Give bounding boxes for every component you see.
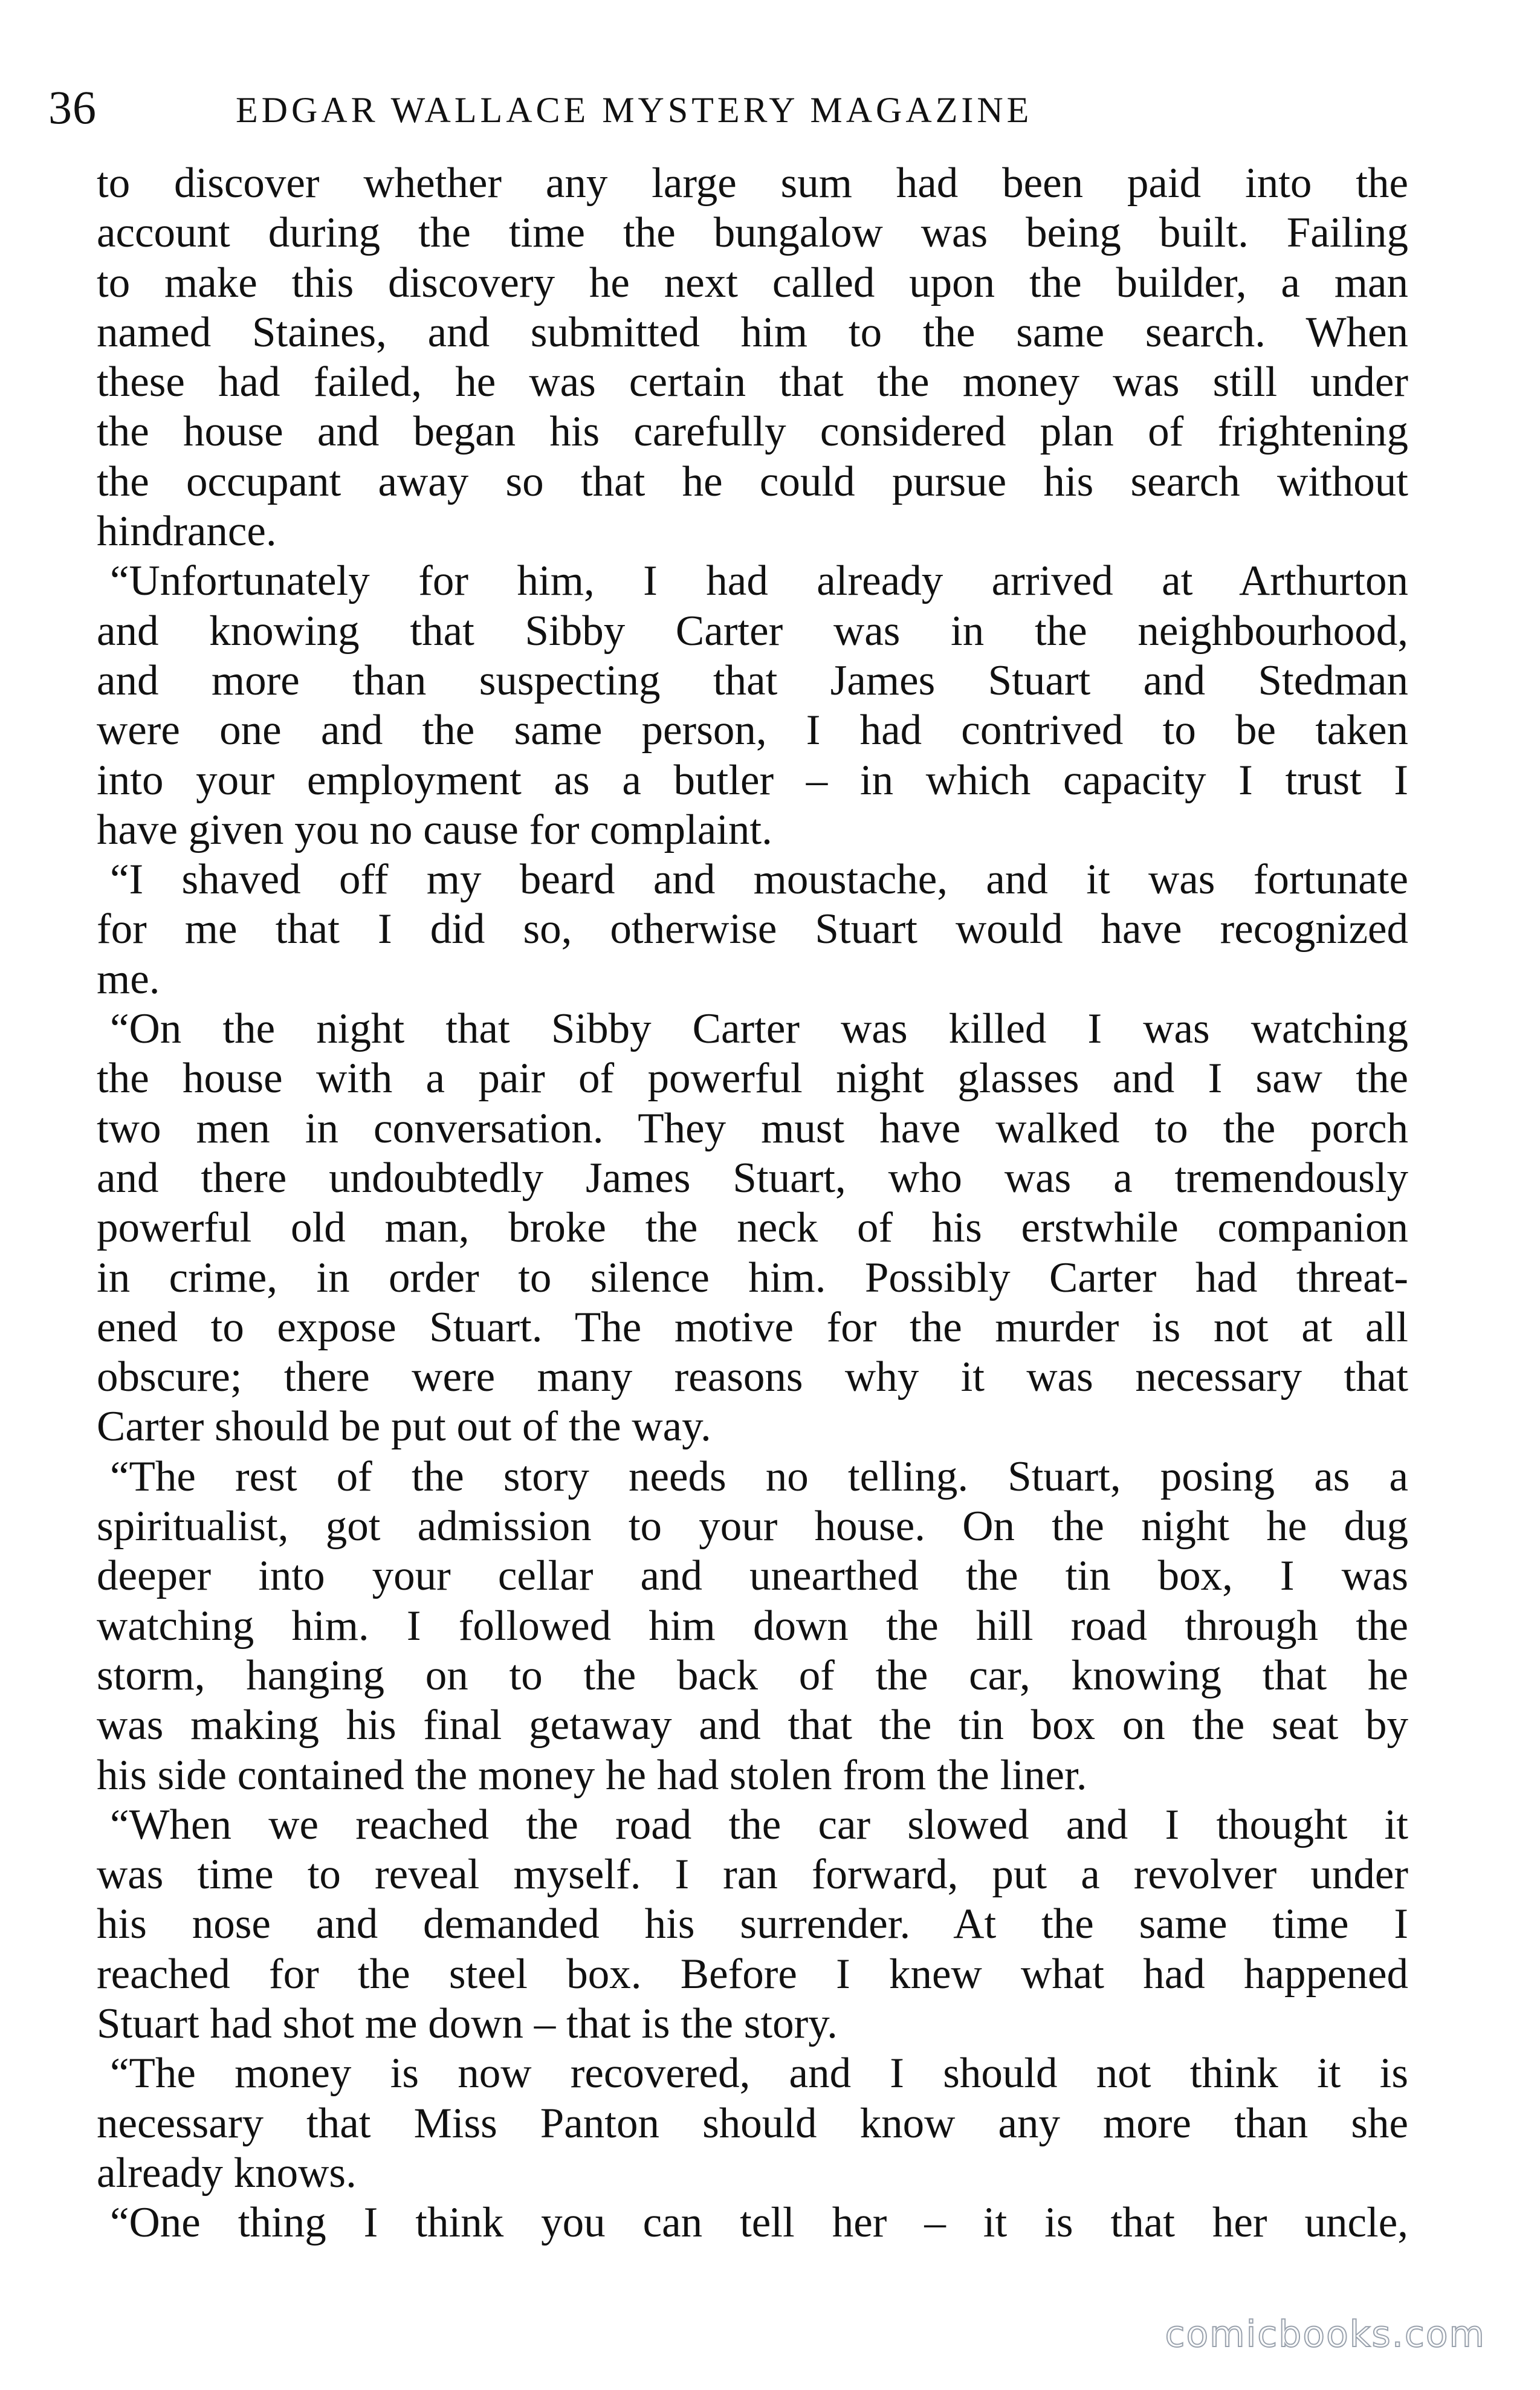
- text-line: and there undoubtedly James Stuart, who was a tremendously: [97, 1154, 1408, 1202]
- text-line: watching him. I followed him down the hill road through the: [97, 1602, 1408, 1650]
- text-line: ened to expose Stuart. The motive for the murder is not at all: [97, 1303, 1408, 1351]
- text-line: obscure; there were many reasons why it was necessary that: [97, 1353, 1408, 1401]
- text-line: named Staines, and submitted him to the same search. When: [97, 308, 1408, 356]
- text-line: in crime, in order to silence him. Possibly Carter had threat-: [97, 1254, 1408, 1301]
- text-line: the house with a pair of powerful night glasses and I saw the: [97, 1055, 1408, 1103]
- text-line: and more than suspecting that James Stuart and Stedman: [97, 656, 1408, 704]
- text-line: was making his final getaway and that the tin box on the seat by: [97, 1702, 1408, 1749]
- text-line: the house and began his carefully considered plan of frightening: [97, 408, 1408, 456]
- body-text: [97, 158, 1408, 2247]
- text-line: the occupant away so that he could pursue his search without: [97, 458, 1408, 505]
- text-line: to discover whether any large sum had been paid into the: [97, 160, 1408, 207]
- page-header: [48, 77, 1414, 144]
- text-line: “The money is now recovered, and I should not think it is: [110, 2050, 1408, 2097]
- text-line: storm, hanging on to the back of the car, knowing that he: [97, 1651, 1408, 1699]
- text-line: to make this discovery he next called upon the builder, a man: [97, 259, 1408, 306]
- text-line: me.: [97, 955, 160, 1003]
- text-line: reached for the steel box. Before I knew what had happened: [97, 1950, 1408, 1998]
- text-line: hindrance.: [97, 508, 277, 555]
- text-line: necessary that Miss Panton should know any more than she: [97, 2099, 1408, 2147]
- text-line: and knowing that Sibby Carter was in the neighbourhood,: [97, 607, 1408, 655]
- text-line: into your employment as a butler – in which capacity I trust I: [97, 756, 1408, 804]
- watermark-logo: comicbooks.com: [1165, 2313, 1486, 2356]
- text-line: two men in conversation. They must have walked to the porch: [97, 1104, 1408, 1152]
- text-line: for me that I did so, otherwise Stuart would have recognized: [97, 905, 1408, 953]
- text-line: was time to reveal myself. I ran forward, put a revolver under: [97, 1851, 1408, 1899]
- text-line: Carter should be put out of the way.: [97, 1403, 711, 1451]
- text-line: powerful old man, broke the neck of his erstwhile companion: [97, 1204, 1408, 1252]
- text-line: “I shaved off my beard and moustache, and it was fortunate: [110, 856, 1408, 904]
- text-line: “When we reached the road the car slowed and I thought it: [110, 1801, 1408, 1848]
- running-head: EDGAR WALLACE MYSTERY MAGAZINE: [236, 90, 1033, 130]
- text-line: “Unfortunately for him, I had already arrived at Arthurton: [110, 557, 1408, 605]
- text-line: his nose and demanded his surrender. At the same time I: [97, 1900, 1408, 1948]
- page-number: 36: [48, 81, 97, 134]
- text-line: account during the time the bungalow was being built. Failing: [97, 209, 1408, 257]
- text-line: his side contained the money he had stolen from the liner.: [97, 1751, 1087, 1799]
- text-line: deeper into your cellar and unearthed the tin box, I was: [97, 1552, 1408, 1600]
- text-line: Stuart had shot me down – that is the story.: [97, 2000, 838, 2047]
- text-line: were one and the same person, I had contrived to be taken: [97, 707, 1408, 754]
- text-line: “The rest of the story needs no telling. Stuart, posing as a: [110, 1452, 1408, 1500]
- text-line: already knows.: [97, 2149, 357, 2197]
- text-line: have given you no cause for complaint.: [97, 806, 772, 853]
- text-line: “On the night that Sibby Carter was killed I was watching: [110, 1005, 1408, 1053]
- text-line: these had failed, he was certain that the money was still under: [97, 358, 1408, 406]
- text-line: spiritualist, got admission to your house. On the night he dug: [97, 1503, 1408, 1550]
- text-line: “One thing I think you can tell her – it is that her uncle,: [110, 2199, 1408, 2247]
